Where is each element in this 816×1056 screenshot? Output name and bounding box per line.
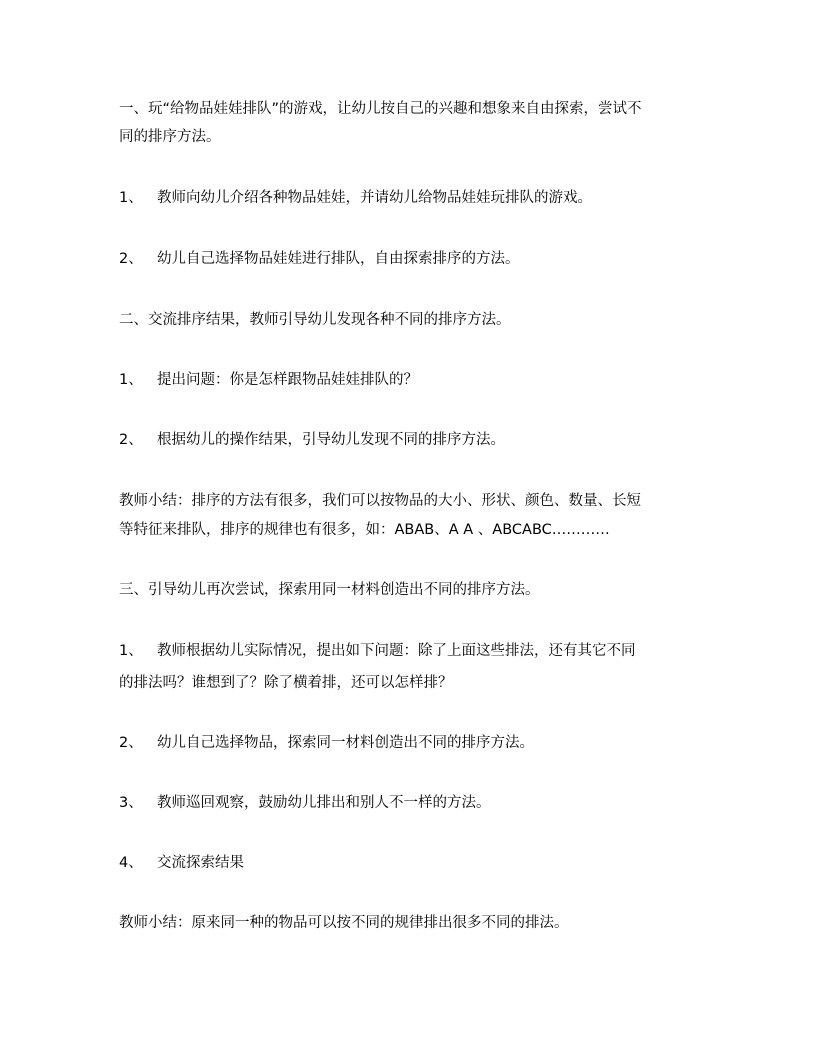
list-item-text: 教师巡回观察，鼓励幼儿排出和别人不一样的方法。	[157, 795, 491, 811]
section-2-summary-line-1: 教师小结：排序的方法有很多，我们可以按物品的大小、形状、颜色、数量、长短	[119, 493, 641, 509]
section-2-heading: 二、交流排序结果，教师引导幼儿发现各种不同的排序方法。	[119, 312, 511, 328]
list-item	[119, 247, 709, 271]
list-item-number: 3、	[119, 795, 143, 811]
list-item-number: 1、	[119, 190, 143, 206]
list-item	[119, 731, 709, 755]
list-item	[119, 639, 709, 663]
list-item-text: 教师根据幼儿实际情况，提出如下问题：除了上面这些排法，还有其它不同	[157, 643, 636, 659]
list-item-text: 提出问题：你是怎样跟物品娃娃排队的？	[157, 372, 418, 388]
list-item-text: 根据幼儿的操作结果，引导幼儿发现不同的排序方法。	[157, 432, 505, 448]
list-item-continuation: 的排法吗？谁想到了？除了横着排，还可以怎样排？	[119, 675, 453, 691]
section-3-heading: 三、引导幼儿再次尝试，探索用同一材料创造出不同的排序方法。	[119, 582, 540, 598]
list-item-text: 幼儿自己选择物品，探索同一材料创造出不同的排序方法。	[157, 735, 534, 751]
section-3-summary: 教师小结：原来同一种的物品可以按不同的规律排出很多不同的排法。	[119, 915, 569, 931]
list-item-number: 4、	[119, 855, 143, 871]
section-1-heading-line-2: 同的排序方法。	[119, 129, 221, 145]
list-item-number: 2、	[119, 251, 143, 267]
list-item-number: 2、	[119, 432, 143, 448]
list-item-text: 教师向幼儿介绍各种物品娃娃，并请幼儿给物品娃娃玩排队的游戏。	[157, 190, 592, 206]
list-item	[119, 368, 709, 392]
list-item-number: 1、	[119, 372, 143, 388]
list-item	[119, 851, 709, 875]
list-item-number: 2、	[119, 735, 143, 751]
section-1-heading-line-1: 一、玩“给物品娃娃排队”的游戏，让幼儿按自己的兴趣和想象来自由探索，尝试不	[119, 101, 642, 117]
list-item-text: 交流探索结果	[157, 855, 244, 871]
section-2-summary-line-2: 等特征来排队，排序的规律也有很多，如：ABAB、A A 、ABCABC…………	[119, 522, 610, 538]
list-item-text: 幼儿自己选择物品娃娃进行排队，自由探索排序的方法。	[157, 251, 520, 267]
list-item-number: 1、	[119, 643, 143, 659]
list-item	[119, 791, 709, 815]
list-item	[119, 428, 709, 452]
list-item	[119, 186, 709, 210]
